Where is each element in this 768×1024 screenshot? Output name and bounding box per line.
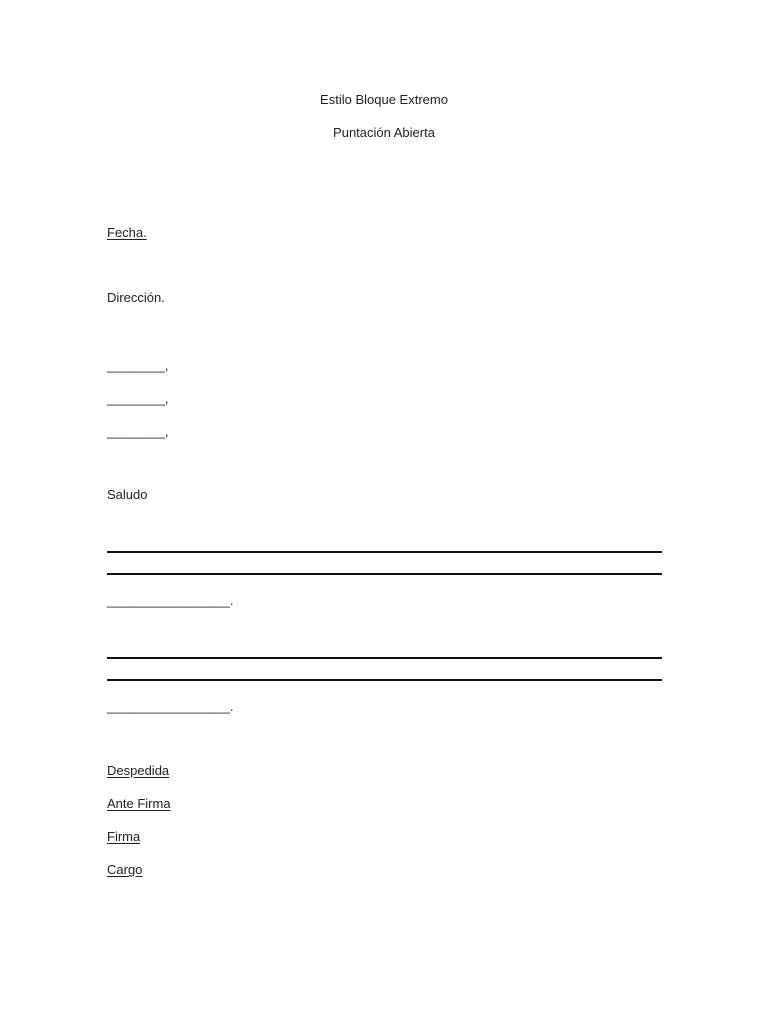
paragraph-end-line: _________________. [107, 699, 234, 714]
signature-line: Firma [107, 829, 141, 844]
paragraph-end-line: _________________. [107, 593, 234, 608]
document-subtitle: Puntación Abierta [333, 125, 435, 140]
address-line-2: ________, [107, 391, 169, 406]
body-rule-line [107, 551, 662, 553]
body-rule-line [107, 679, 662, 681]
body-rule-line [107, 657, 662, 659]
closing-line: Despedida [107, 763, 170, 778]
address-label: Dirección. [107, 290, 165, 305]
pre-signature-line: Ante Firma [107, 796, 171, 811]
address-line-1: ________, [107, 358, 169, 373]
greeting-line: Saludo [107, 487, 148, 502]
body-rule-line [107, 573, 662, 575]
document-title: Estilo Bloque Extremo [320, 92, 448, 107]
position-line: Cargo [107, 862, 143, 877]
address-line-3: ________, [107, 424, 169, 439]
date-line: Fecha. [107, 225, 147, 240]
